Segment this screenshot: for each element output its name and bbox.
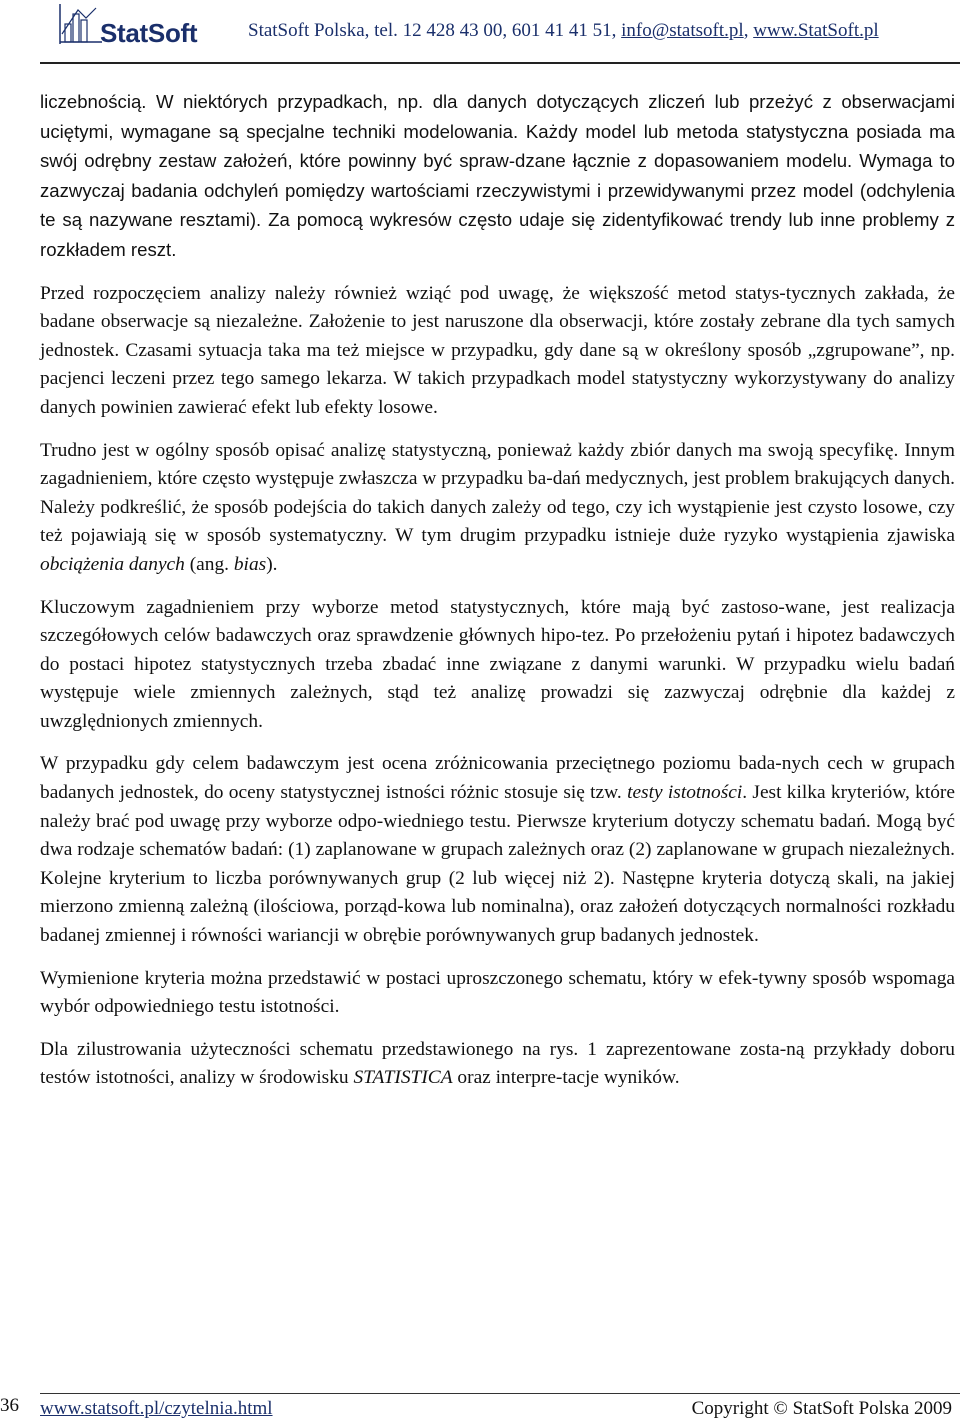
logo-text: StatSoft [100,18,198,48]
footer-divider [40,1393,960,1394]
header-separator: , [743,20,754,41]
page-header [0,0,960,62]
term-significance-tests: testy istotności [627,782,743,804]
page-number: 36 [0,1395,19,1416]
footer-link[interactable]: www.statsoft.pl/czytelnia.html [40,1398,273,1419]
paragraph-2: Przed rozpoczęciem analizy należy również wziąć pod uwagę, że większość metod statys-tycznych zakłada, że badane obserwacje są niezależne. Założenie to jest naruszone dla obserwacji, które zostały zebrane dla tych samych jednostek. Czasami sytuacja taka ma też miejsce w przypadku, gdy dane są w określony sposób „zgrupowane”, np. pacjenci leczeni przez tego samego lekarza. W takich przypadkach model statystyczny wykorzystywany do analizy danych powinien zawierać efekt lub efekty losowe. [40,282,955,418]
paragraph-5-text-a: W przypadku gdy celem badawczym jest ocena zróżnicowania przeciętnego poziomu bada-nych cech w grupach badanych jednostek, do oceny statystycznej istności różnic stosuje się tzw. [40,753,955,804]
paragraph-7 [40,1036,955,1093]
header-contact [248,20,879,42]
footer-copyright: Copyright © StatSoft Polska 2009 [691,1398,952,1419]
website-link[interactable]: www.StatSoft.pl [753,20,879,41]
paragraph-1 [40,88,955,266]
term-bias-pl: obciążenia danych [40,553,185,575]
paragraph-5-text-b: . Jest kilka kryteriów, które należy brać pod uwagę przy wyborze odpo-wiedniego testu. Pierwsze kryterium dotyczy schematu badań. Mogą być dwa rodzaje schematów badań: (1) zaplanowane w grupach zależnych oraz (2) zaplanowane w grupach niezależnych. Kolejne kryterium to liczba porównywanych grup (2 lub więcej niż 2). Następne kryteria dotyczą skali, na jakiej mierzono zmienną zależną (ilościowa, porząd-kowa lub nominalna), oraz założeń dotyczących normalności rozkładu badanej zmiennej i równości wariancji w obrębie porównywanych grup badanych jednostek. [40,782,955,947]
paragraph-1-text: liczebnością. W niektórych przypadkach, np. dla danych dotyczących zliczeń lub przeżyć z obserwacjami uciętymi, wymagane są specjalne techniki modelowania. Każdy model lub metoda statystyczna posiada ma swój odrębny zestaw założeń, które powinny być spraw-dzane łącznie z dopasowaniem modelu. Wymaga to zazwyczaj badania odchyleń pomiędzy wartościami rzeczywistymi i przewidywanymi przez model (odchylenia te są nazywane resztami). Za pomocą wykresów często udaje się zidentyfikować trendy lub inne problemy z rozkładem reszt. [40,91,955,260]
term-bias: bias [233,553,267,575]
paragraph-7-text-b: oraz interpre-tacje wyników. [452,1067,680,1089]
chart-logo-icon [56,4,102,44]
statsoft-logo [56,4,236,50]
paragraph-3 [40,437,955,580]
paragraph-5 [40,750,955,950]
paragraph-6: Wymienione kryteria można przedstawić w postaci uproszczonego schematu, który w efek-tywny sposób wspomaga wybór odpowiedniego testu istotności. [40,967,955,1018]
paragraph-4: Kluczowym zagadnieniem przy wyborze metod statystycznych, które mają być zastoso-wane, jest realizacja szczegółowych celów badawczych oraz sprawdzenie głównych hipo-tez. Po przełożeniu pytań i hipotez badawczych do postaci hipotez statystycznych trzeba zbadać inne związane z danymi warunki. W przypadku wielu badań występuje wiele zmiennych zależnych, stąd też analizę prowadzi się zazwyczaj odrębnie dla każdej z uwzględnionych zmiennych. [40,596,955,732]
header-company: StatSoft Polska, tel. 12 428 43 00, 601 41 41 51, [248,20,622,41]
email-link[interactable]: info@statsoft.pl [621,20,744,41]
paragraph-3-text-b: (ang. [184,553,234,575]
paragraph-3-text-a: Trudno jest w ogólny sposób opisać analizę statystyczną, ponieważ każdy zbiór danych ma swoją specyfikę. Innym zagadnieniem, które często występuje zwłaszcza w przypadku ba-dań medycznych, jest problem brakujących danych. Należy podkreślić, że sposób podejścia do takich danych zależy od tego, czy ich wystąpienie jest czysto losowe, czy też pojawiają się w sposób systematyczny. W tym drugim przypadku istnieje duże ryzyko wystąpienia zjawiska [40,439,955,547]
article-body [40,88,955,1107]
header-divider [40,62,960,64]
paragraph-3-text-c: ). [266,553,278,575]
term-statistica: STATISTICA [353,1067,453,1089]
paragraph-7-text-a: Dla zilustrowania użyteczności schematu przedstawionego na rys. 1 zaprezentowane zosta-ną przykłady doboru testów istotności, analizy w środowisku [40,1038,955,1089]
